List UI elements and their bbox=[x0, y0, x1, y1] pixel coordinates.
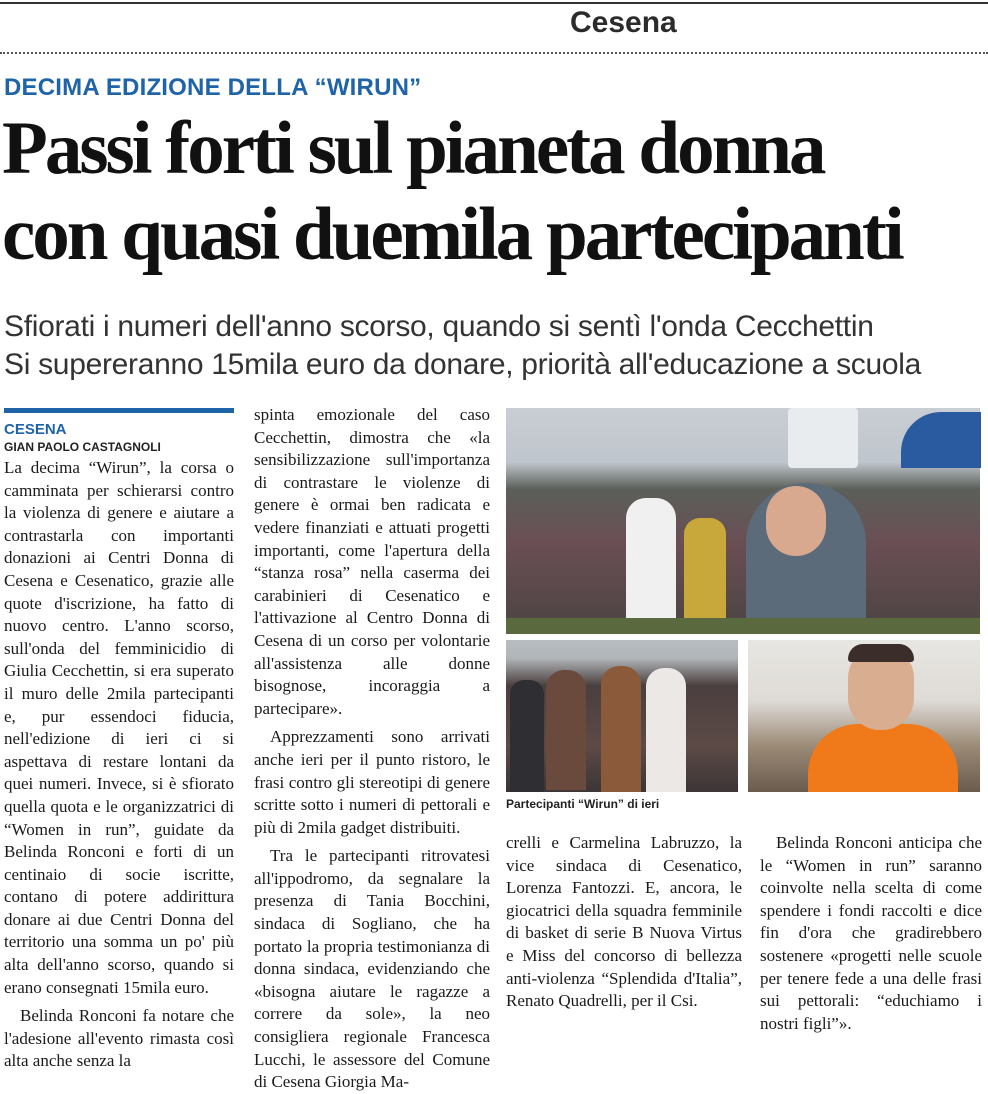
photo-face-shape bbox=[766, 486, 826, 556]
photo-runner-shape bbox=[684, 518, 726, 618]
photo-orange-jacket-shape bbox=[808, 724, 958, 792]
dotted-divider bbox=[0, 52, 988, 54]
body-column-1 bbox=[4, 408, 234, 1073]
photo-runner-shape bbox=[626, 498, 676, 618]
body-paragraph: Belinda Ronconi fa notare che l'adesione all'evento rimasta così alta anche senza la bbox=[4, 1006, 234, 1071]
column-accent-rule bbox=[4, 408, 234, 413]
body-paragraph: Tra le partecipanti ritrovatesi all'ippodromo, da segnalare la presenza di Tania Bocchini, sindaca di Sogliano, che ha portato la propria testimonianza di donna sindaca, evidenziando che «bisogna aiutare le ragazze a correre da sole», la neo consigliera regionale Francesca Lucchi, le assessore del Comune di Cesena Giorgia Ma- bbox=[254, 846, 490, 1092]
top-rule bbox=[0, 2, 988, 4]
body-paragraph: Belinda Ronconi anticipa che le “Women in run” saranno coinvolte nella scelta di come spendere i fondi raccolti e dice fin d'ora che gradirebbero sostenere «progetti nelle scuole per tenere fede a una delle frasi sui pettorali: “educhiamo i nostri figli”». bbox=[760, 833, 982, 1033]
byline-author: GIAN PAOLO CASTAGNOLI bbox=[4, 440, 161, 454]
photo-person-shape bbox=[546, 670, 586, 790]
photo-headband-shape bbox=[848, 644, 914, 662]
dateline-city: CESENA bbox=[4, 421, 67, 438]
body-column-3 bbox=[506, 832, 742, 1013]
photo-person-shape bbox=[510, 680, 544, 792]
photo-person-shape bbox=[646, 668, 686, 792]
photo-grass-shape bbox=[506, 618, 980, 634]
body-column-2 bbox=[254, 404, 490, 1094]
body-column-4 bbox=[760, 832, 982, 1035]
photo-person-shape bbox=[601, 666, 641, 792]
photo-portrait bbox=[748, 640, 980, 792]
photo-race-crowd bbox=[506, 408, 980, 634]
deck-line-1: Sfiorati i numeri dell'anno scorso, quando si sentì l'onda Cecchettin bbox=[4, 310, 874, 343]
body-paragraph: crelli e Carmelina Labruzzo, la vice sindaca di Cesenatico, Lorenza Fantozzi. E, ancora, le giocatrici della squadra femminile di basket di serie B Nuova Virtus e Miss del concorso di bellezza anti-violenza “Splendida d'Italia”, Renato Quadrelli, per il Csi. bbox=[506, 833, 742, 1011]
body-paragraph: La decima “Wirun”, la corsa o camminata per schierarsi contro la violenza di genere e aiutare a contrastarla con importanti donazioni ai Centri Donna di Cesena e Cesenatico, grazie alle quote d'iscrizione, ha fatto di nuovo centro. L'anno scorso, sull'onda del femminicidio di Giulia Cecchettin, si era superato il muro delle 2mila partecipanti e, pur essendoci fiducia, nell'edizione di ieri ci si aspettava di restare lontani da quei numeri. Invece, si è sfiorato quella quota e le organizzatrici di “Women in run”, guidate da Belinda Ronconi e forti di un centinaio di socie iscritte, contano di potere addirittura donare ai due Centri Donna del territorio una somma un po' più alta dell'anno scorso, quando si erano consegnati 15mila euro. bbox=[4, 458, 234, 997]
article-headline bbox=[2, 106, 986, 278]
deck-line-2: Si supereranno 15mila euro da donare, priorità all'educazione a scuola bbox=[4, 348, 921, 381]
headline-line-2: con quasi duemila partecipanti bbox=[2, 193, 902, 276]
photo-group bbox=[506, 640, 738, 792]
headline-line-1: Passi forti sul pianeta donna bbox=[2, 107, 824, 190]
body-paragraph: spinta emozionale del caso Cecchettin, dimostra che «la sensibilizzazione sull'importanza di contrastare le violenze di genere è ormai ben radicata e vedere finanziati e attuati progetti importanti, come l'apertura della “stanza rosa” nella caserma dei carabinieri di Cesenatico e l'attivazione al Centro Donna di Cesena di un corso per volontarie all'assistenza alle donne bisognose, incoraggia a partecipare». bbox=[254, 405, 490, 718]
body-paragraph: Apprezzamenti sono arrivati anche ieri per il punto ristoro, le frasi contro gli stereotipi di genere scritte sotto i numeri di pettorali e più di 2mila gadget distribuiti. bbox=[254, 727, 490, 837]
photo-banner-shape bbox=[788, 408, 858, 468]
page-header bbox=[0, 0, 988, 58]
section-name: Cesena bbox=[570, 6, 677, 39]
article-kicker: DECIMA EDIZIONE DELLA “WIRUN” bbox=[4, 74, 422, 101]
article-deck bbox=[4, 308, 988, 384]
photo-caption: Partecipanti “Wirun” di ieri bbox=[506, 797, 660, 811]
photo-arch-shape bbox=[901, 412, 981, 468]
